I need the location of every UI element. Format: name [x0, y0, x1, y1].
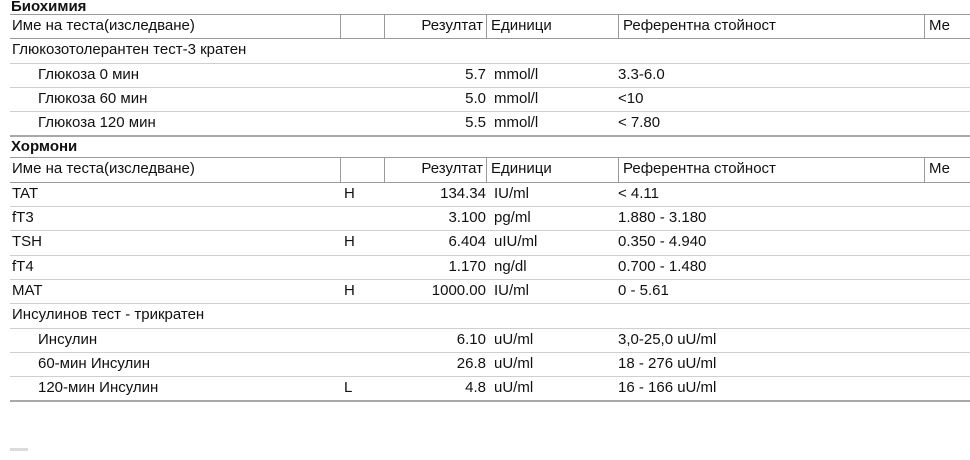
- table-row: [10, 88, 970, 112]
- test-name: Глюкоза 60 мин: [38, 89, 148, 107]
- header-method: Ме: [924, 15, 969, 38]
- test-name: fT3: [12, 209, 34, 227]
- table-row: [10, 329, 970, 353]
- reference-range: 1.880 - 3.180: [618, 209, 707, 227]
- result-units: uU/ml: [494, 354, 534, 372]
- test-name: MAT: [12, 281, 43, 299]
- header-test-name: Име на теста(изследване): [12, 160, 195, 178]
- reference-range: 0 - 5.61: [618, 281, 669, 299]
- reference-range: <10: [618, 89, 644, 107]
- reference-range: < 7.80: [618, 114, 661, 132]
- group-label: Инсулинов тест - трикратен: [12, 306, 205, 324]
- header-units: Единици: [486, 15, 611, 38]
- table-row: [10, 353, 970, 377]
- result-flag: H: [344, 233, 355, 251]
- table-row: [10, 207, 970, 231]
- header-units: Единици: [486, 158, 611, 181]
- result-units: uIU/ml: [494, 233, 538, 251]
- result-value: 1.170: [448, 257, 486, 275]
- result-flag: [344, 353, 384, 376]
- result-value: 1000.00: [431, 281, 486, 299]
- result-units: mmol/l: [494, 89, 539, 107]
- result-value: 26.8: [456, 354, 486, 372]
- test-name: Инсулин: [38, 330, 98, 348]
- result-units: mmol/l: [494, 65, 539, 83]
- reference-range: 16 - 166 uU/ml: [618, 379, 717, 397]
- reference-range: 18 - 276 uU/ml: [618, 354, 717, 372]
- result-value: 3.100: [448, 209, 486, 227]
- test-name: TSH: [12, 233, 42, 251]
- result-units: mmol/l: [494, 114, 539, 132]
- result-units: ng/dl: [494, 257, 527, 275]
- table-row: [10, 183, 970, 207]
- header-reference: Референтна стойност: [618, 15, 923, 38]
- group-row-insulin-test: [10, 304, 970, 328]
- test-name: fT4: [12, 257, 34, 275]
- test-name: Глюкоза 120 мин: [38, 114, 156, 132]
- reference-range: 3.3-6.0: [618, 65, 665, 83]
- table-row: [10, 64, 970, 88]
- result-value: 6.10: [456, 330, 486, 348]
- result-flag: [344, 112, 384, 135]
- table-row: [10, 256, 970, 280]
- result-units: IU/ml: [494, 281, 529, 299]
- result-units: uU/ml: [494, 330, 534, 348]
- result-value: 134.34: [440, 184, 486, 202]
- test-name: 60-мин Инсулин: [38, 354, 150, 372]
- section-title-biochemistry: Биохимия: [11, 0, 87, 15]
- table-row: [10, 112, 970, 135]
- table-row: [10, 231, 970, 255]
- result-units: IU/ml: [494, 184, 529, 202]
- result-units: pg/ml: [494, 209, 531, 227]
- result-flag: [344, 64, 384, 87]
- result-value: 5.0: [465, 89, 486, 107]
- reference-range: 3,0-25,0 uU/ml: [618, 330, 717, 348]
- table-row: [10, 280, 970, 304]
- test-name: TAT: [12, 184, 39, 202]
- result-value: 4.8: [465, 379, 486, 397]
- result-flag: [344, 88, 384, 111]
- header-result: Резултат: [384, 15, 483, 38]
- header-method: Ме: [924, 158, 969, 181]
- header-flag: [340, 15, 381, 38]
- group-label: Глюкозотолерантен тест-3 кратен: [12, 41, 247, 59]
- result-flag: L: [344, 379, 353, 397]
- header-result: Резултат: [384, 158, 483, 181]
- result-flag: [344, 329, 384, 352]
- section-title-hormones: Хормони: [10, 135, 970, 157]
- reference-range: < 4.11: [618, 184, 660, 202]
- result-value: 5.5: [465, 114, 486, 132]
- header-flag: [340, 158, 381, 181]
- test-name: 120-мин Инсулин: [38, 379, 159, 397]
- table-header-hormones: [10, 157, 970, 182]
- table-row: [10, 377, 970, 402]
- result-flag: [344, 256, 384, 279]
- lab-report: [10, 0, 970, 402]
- result-value: 5.7: [465, 65, 486, 83]
- result-flag: H: [344, 184, 355, 202]
- result-flag: H: [344, 281, 355, 299]
- group-row-glucose-tolerance: [10, 39, 970, 63]
- result-flag: [344, 207, 384, 230]
- header-reference: Референтна стойност: [618, 158, 923, 181]
- faint-divider-mark: [10, 448, 28, 459]
- header-test-name: Име на теста(изследване): [12, 17, 195, 34]
- reference-range: 0.700 - 1.480: [618, 257, 707, 275]
- result-units: uU/ml: [494, 379, 534, 397]
- test-name: Глюкоза 0 мин: [38, 65, 140, 83]
- result-value: 6.404: [448, 233, 486, 251]
- table-header-biochemistry: [10, 14, 970, 39]
- reference-range: 0.350 - 4.940: [618, 233, 707, 251]
